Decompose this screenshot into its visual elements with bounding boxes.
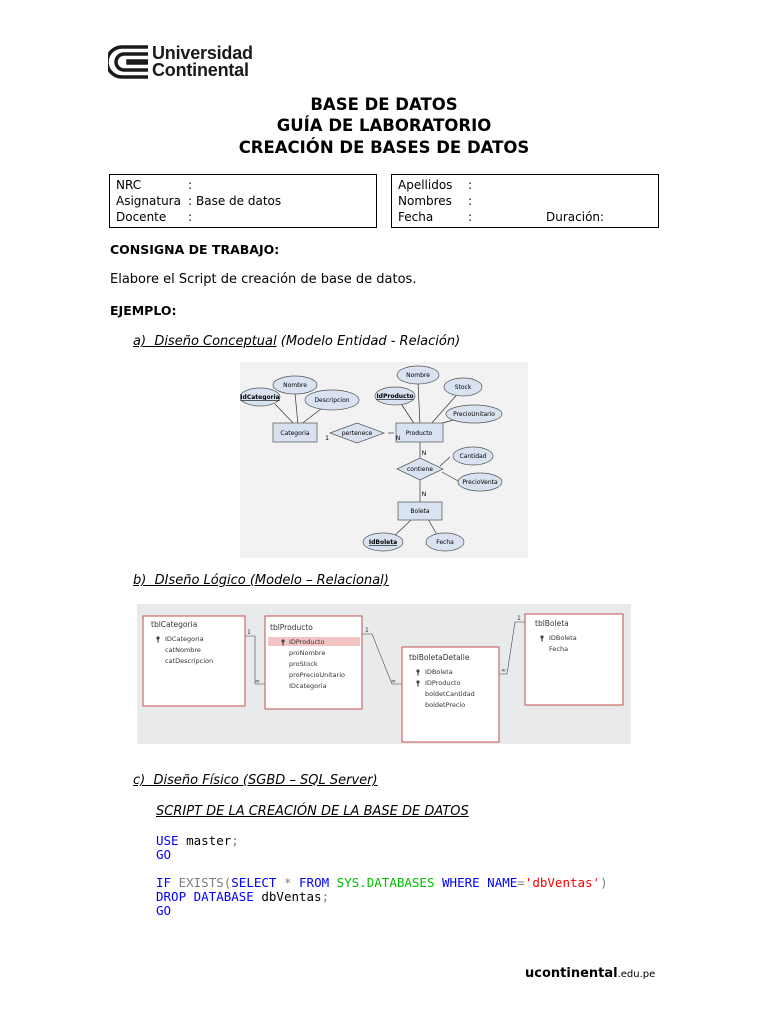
- sql-code-block: [156, 834, 608, 918]
- info-value: [476, 209, 546, 225]
- section-a-title: Diseño Conceptual: [154, 334, 277, 349]
- info-label: Apellidos: [398, 178, 453, 192]
- sql-keyword: NAME: [479, 875, 518, 890]
- rel-field: IDCategoria: [165, 635, 204, 643]
- consigna-text: Elabore el Script de creación de base de datos.: [110, 272, 417, 287]
- student-info-box: [391, 174, 659, 228]
- rel-table-tblboleta: tblBoleta: [535, 619, 569, 628]
- rel-link-label: 1: [247, 629, 251, 636]
- info-label: Fecha: [398, 210, 434, 224]
- info-label: Docente: [116, 210, 167, 224]
- info-row-asignatura: [116, 193, 370, 209]
- er-relation-pertenece: pertenece: [341, 430, 373, 437]
- sql-punct: ): [600, 875, 608, 890]
- rel-link-label: ∞: [501, 667, 506, 674]
- section-c-title: Diseño Físico (SGBD – SQL Server): [153, 773, 378, 788]
- footer-domain-suffix: .edu.pe: [617, 969, 656, 980]
- code-line-3: [156, 876, 608, 890]
- university-logo: [108, 44, 268, 80]
- er-attr-nombre: Nombre: [283, 382, 307, 389]
- ejemplo-heading: EJEMPLO:: [110, 303, 177, 318]
- info-row-fecha: [398, 209, 652, 225]
- section-b-prefix: b): [133, 573, 147, 588]
- sql-keyword: DROP DATABASE: [156, 889, 254, 904]
- footer-url: [525, 966, 655, 981]
- section-a-prefix: a): [133, 334, 147, 349]
- sql-punct: ;: [231, 833, 239, 848]
- rel-link-label: ∞: [255, 678, 260, 685]
- info-sep: :: [188, 194, 193, 208]
- er-attr-idboleta: IdBoleta: [368, 539, 398, 546]
- section-a-heading: [133, 334, 460, 349]
- consigna-heading: CONSIGNA DE TRABAJO:: [110, 242, 280, 257]
- code-line-5: [156, 904, 608, 918]
- er-card-n1: N: [395, 435, 401, 442]
- rel-field: proNombre: [289, 649, 326, 657]
- er-diagram: [240, 362, 528, 558]
- rel-field: IDBoleta: [425, 668, 453, 676]
- er-attr-fecha: Fecha: [436, 539, 454, 546]
- rel-field: IDcategoria: [289, 682, 327, 690]
- sql-operator: =: [517, 875, 525, 890]
- er-attr-stock: Stock: [454, 384, 472, 391]
- er-entity-boleta: Boleta: [410, 508, 430, 515]
- code-line-2: [156, 848, 608, 862]
- rel-link-label: 1: [365, 627, 369, 634]
- info-sep: :: [468, 194, 473, 208]
- sql-punct: ;: [321, 889, 330, 904]
- er-card-1: 1: [325, 435, 329, 442]
- info-sep: :: [188, 210, 193, 224]
- sql-string: 'dbVentas': [524, 875, 601, 890]
- section-b-heading: [133, 573, 389, 588]
- code-line-1: [156, 834, 608, 848]
- rel-field: IDProducto: [289, 638, 325, 646]
- footer-domain-bold: ucontinental: [525, 966, 618, 981]
- sql-identifier: dbVentas: [253, 889, 322, 904]
- relational-diagram: [137, 604, 631, 744]
- title-line3: CREACIÓN DE BASES DE DATOS: [238, 138, 530, 157]
- info-sep: :: [188, 178, 193, 192]
- er-attr-idcategoria: IdCategoria: [240, 394, 280, 401]
- rel-field: proPrecioUnitario: [289, 671, 345, 679]
- section-c-prefix: c): [133, 773, 146, 788]
- sql-operator: *: [276, 875, 300, 890]
- rel-table-tblproducto: tblProducto: [270, 623, 313, 632]
- section-c-heading: [133, 773, 378, 788]
- er-attr-cantidad: Cantidad: [459, 453, 487, 460]
- rel-field: boldetPrecio: [425, 701, 466, 709]
- section-b-title: DIseño Lógico (Modelo – Relacional): [154, 573, 389, 588]
- section-a-suffix: (Modelo Entidad - Relación): [280, 334, 461, 349]
- sql-keyword: IF: [156, 875, 172, 890]
- sql-keyword: USE: [156, 833, 179, 848]
- rel-field: Fecha: [549, 645, 569, 653]
- info-label: NRC: [116, 178, 142, 192]
- logo-line1: Universidad: [152, 43, 253, 63]
- info-row-nrc: [116, 177, 370, 193]
- er-relation-contiene: contiene: [407, 466, 433, 473]
- title-line1: BASE DE DATOS: [310, 95, 458, 114]
- rel-field: proStock: [289, 660, 318, 668]
- er-card-n2: N: [421, 450, 427, 457]
- code-line-blank: [156, 862, 608, 876]
- er-card-n3: N: [421, 491, 427, 498]
- rel-field: boldetCantidad: [425, 690, 475, 698]
- rel-table-tblboletadetalle: tblBoletaDetalle: [409, 653, 470, 662]
- er-attr-descripcion: Descripcion: [314, 397, 350, 404]
- sql-system-object: SYS.DATABASES: [329, 875, 443, 890]
- info-row-nombres: [398, 193, 652, 209]
- sql-function: EXISTS: [171, 875, 224, 890]
- duracion-label: Duración:: [546, 210, 605, 224]
- logo-mark-icon: [108, 45, 150, 79]
- rel-table-tblcategoria: tblCategoria: [151, 620, 198, 629]
- rel-link-label: ∞: [391, 678, 396, 685]
- rel-field: IDProducto: [425, 679, 461, 687]
- logo-line2: Continental: [152, 60, 249, 80]
- er-entity-categoria: Categoria: [280, 430, 310, 437]
- sql-keyword: FROM: [299, 875, 330, 890]
- rel-field: IDBoleta: [549, 634, 577, 642]
- er-attr-preciounitario: PrecioUnitario: [453, 411, 495, 418]
- sql-keyword: GO: [156, 903, 172, 918]
- sql-identifier: master: [178, 833, 232, 848]
- info-value: Base de datos: [196, 194, 282, 208]
- sql-keyword: SELECT: [231, 875, 277, 890]
- course-info-box: [109, 174, 377, 228]
- info-sep: :: [468, 210, 473, 224]
- info-sep: :: [468, 178, 473, 192]
- rel-field: catNombre: [165, 646, 201, 654]
- sql-punct: (: [223, 875, 232, 890]
- info-label: Nombres: [398, 194, 452, 208]
- er-entity-producto: Producto: [405, 430, 433, 437]
- rel-link-label: 1: [517, 615, 521, 622]
- er-attr-idproducto: IdProducto: [376, 393, 414, 400]
- er-attr-precioventa: PrecioVenta: [462, 479, 498, 486]
- script-title: SCRIPT DE LA CREACIÓN DE LA BASE DE DATOS: [156, 804, 469, 819]
- rel-field: catDescripcion: [165, 657, 214, 665]
- code-line-4: [156, 890, 608, 904]
- er-attr-nombre-producto: Nombre: [406, 372, 430, 379]
- sql-keyword: WHERE: [442, 875, 480, 890]
- info-row-docente: [116, 209, 370, 225]
- info-label: Asignatura: [116, 194, 181, 208]
- title-line2: GUÍA DE LABORATORIO: [276, 116, 492, 135]
- info-row-apellidos: [398, 177, 652, 193]
- sql-keyword: GO: [156, 847, 172, 862]
